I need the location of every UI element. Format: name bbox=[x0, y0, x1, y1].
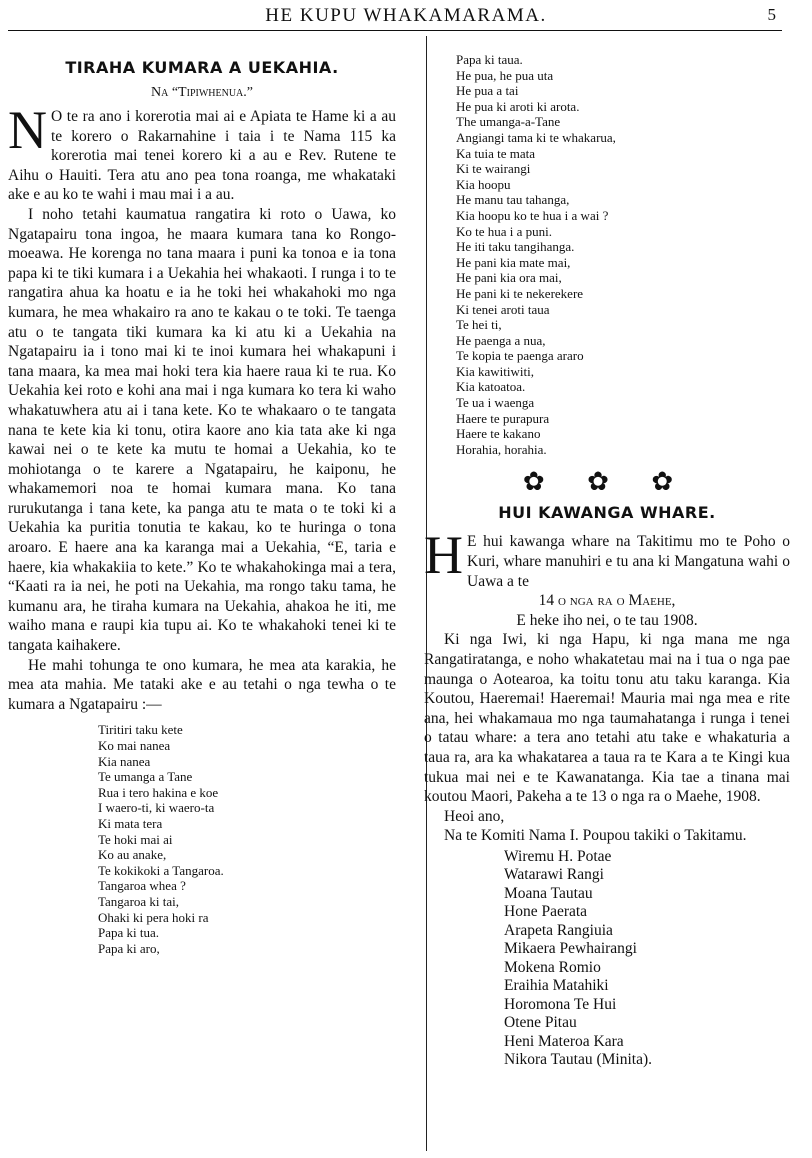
signer: Otene Pitau bbox=[504, 1014, 577, 1032]
article-title-tiraha: TIRAHA KUMARA A UEKAHIA. bbox=[65, 58, 339, 77]
chant-line: Ko au anake, bbox=[98, 847, 167, 863]
chant-line: Angiangi tama ki te whakarua, bbox=[456, 129, 616, 145]
chant-left bbox=[98, 722, 396, 956]
signers-list bbox=[504, 848, 790, 1070]
chant-line: He pua a tai bbox=[456, 83, 519, 99]
chant-line: Horahia, horahia. bbox=[456, 441, 547, 457]
hui-committee: Na te Komiti Nama I. Poupou takiki o Takitamu. bbox=[444, 827, 747, 845]
chant-line: Haere te purapura bbox=[456, 410, 550, 426]
hui-intro bbox=[424, 525, 790, 591]
paragraph-1-text: O te ra ano i korerotia mai ai e Apiata te Hame ki a au te korero o Rakarnahine i taia i te Nama 115 ka korerotia mai tenei korero ki a au e Rev. Rutene te Aihu o Hauiti. Tera atu ano pea tona roanga, me whakataki ake e au ko te wahi i mau mai i a au. bbox=[8, 108, 396, 204]
chant-line: Te umanga a Tane bbox=[98, 769, 193, 785]
chant-line: Te hoki mai ai bbox=[98, 831, 173, 847]
chant-line: Rua i tero hakina e koe bbox=[98, 784, 219, 800]
signer: Watarawi Rangi bbox=[504, 866, 604, 884]
chant-line: Kia katoatoa. bbox=[456, 379, 526, 395]
article-title-hui: HUI KAWANGA WHARE. bbox=[498, 503, 716, 523]
chant-line: Tangaroa whea ? bbox=[98, 878, 186, 894]
chant-line: He pani ki te nekerekere bbox=[456, 285, 584, 301]
signer: Wiremu H. Potae bbox=[504, 847, 612, 865]
right-column bbox=[424, 36, 790, 1070]
drop-cap-h: H bbox=[424, 525, 463, 586]
chant-line: Ki tenei aroti taua bbox=[456, 301, 550, 317]
chant-line: Tangaroa ki tai, bbox=[98, 893, 180, 909]
chant-line: Ko te hua i a puni. bbox=[456, 223, 553, 239]
chant-line: Ki mata tera bbox=[98, 815, 163, 831]
article-paragraph-2: I noho tetahi kaumatua rangatira ki roto o Uawa, ko Ngatapairu tona ingoa, he maara kumara tana ko Rongo-moeawa. He korenga no tana maara i puni ka tonoa e ia tona papa ki te tiki kumara i a Uekahia hei whakaoti. I runga i to te rangatira ahua ka hoatu e ia he toki hei whakahoki mo nga kumara, he mea whakairo ra ano te kakau o te toki. Te taenga atu o te tangata tiki kumara ka ki atu ki a Uekahia na Ngatapairu ia i tono mai ki te inoi kumara hei whakapuni i tana maara, ka mea mai hoki tera kia haere raua ki te rua. Ko Uekahia kei roto e kohi ana mai i nga kumara ko tera ki waho whakatuwhera atu ai i tana kete. Ko te whakaaro o te tangata nana te kete kia ki tonu, otira kaore ano kia tata ake ki nga kawai nei o te kete ka mutu te homai a Uekahia, ko te mohiotanga o te karere a Ngatapairu, he kaiponu, he whakamemori noa te homai kumara mana. Ko tana rurukutanga i tana kete, ka panga atu te mata o te toki ki a Uekahia ka puritia tonutia te kakau, ko te huringa o tona aroaro. E haere ana ka karanga mai a Uekahia, “E, taria e haere, kia whakakiia to kete.” Ko te whakahokinga mai a tera, “Kaati ra ia nei, he poti na Uekahia, ma rongo taku tama, he kumanu ara, he tiraha kumara na Uekahia, ahakoa he iti, me waiho mana e raupi kia tupu ai. Ko te whakahoki tenei ki te tangata kaihakere. bbox=[8, 205, 396, 655]
chant-line: Ka tuia te mata bbox=[456, 145, 536, 161]
chant-line: Haere te kakano bbox=[456, 426, 541, 442]
chant-line: Ki te wairangi bbox=[456, 161, 531, 177]
article-paragraph-1 bbox=[8, 100, 396, 205]
signer: Nikora Tautau (Minita). bbox=[504, 1051, 652, 1069]
chant-line: Kia hoopu bbox=[456, 176, 511, 192]
signer: Heni Materoa Kara bbox=[504, 1032, 624, 1050]
article-byline: Na “Tipiwhenua.” bbox=[151, 85, 253, 100]
running-head bbox=[0, 0, 812, 30]
chant-line: Tiritiri taku kete bbox=[98, 722, 183, 738]
chant-right bbox=[456, 52, 790, 457]
running-title: HE KUPU WHAKAMARAMA. bbox=[265, 5, 547, 26]
chant-line: Te kopia te paenga araro bbox=[456, 348, 584, 364]
chant-line: Papa ki aro, bbox=[98, 940, 160, 956]
signer: Mokena Romio bbox=[504, 958, 601, 976]
signer: Horomona Te Hui bbox=[504, 995, 617, 1013]
chant-line: Papa ki taua. bbox=[456, 52, 523, 67]
chant-line: He pua, he pua uta bbox=[456, 67, 554, 83]
drop-cap-n: N bbox=[8, 100, 47, 160]
chant-line: Te hei ti, bbox=[456, 317, 502, 333]
chant-line: He pua ki aroti ki arota. bbox=[456, 98, 580, 114]
hui-intro-text: E hui kawanga whare na Takitimu mo te Poho o Kuri, whare manuhiri e tu ana ki Mangatuna wahi o Uawa a te bbox=[467, 533, 790, 590]
signer: Eraihia Matahiki bbox=[504, 977, 609, 995]
hui-closing: Heoi ano, bbox=[444, 807, 505, 825]
hui-body: Ki nga Iwi, ki nga Hapu, ki nga mana me nga Rangatiratanga, e noho whakatetau mai na i tua o nga pae maunga o Aotearoa, ka toitu tonu atu taku karanga. Kia Koutou, Haeremai! Haeremai! Mauria mai nga mea e rite ana, hei whakamaua mo nga taumahatanga i runga i tenei o tatau whare: a tera ano tetahi atu take e whakaturia a taua ra, ara ka whakatarea a taua ra te Kara a te Kingi kua tukua mai nei e te Kawanatanga. Kia tae a tinana mai koutou Maori, Pakeha a te 13 o nga ra o Maehe, 1908. bbox=[424, 631, 790, 806]
chant-line: I waero-ti, ki waero-ta bbox=[98, 800, 215, 816]
chant-line: Papa ki tua. bbox=[98, 925, 160, 941]
chant-line: Kia nanea bbox=[98, 753, 151, 769]
signer: Moana Tautau bbox=[504, 884, 593, 902]
chant-line: Te kokikoki a Tangaroa. bbox=[98, 862, 224, 878]
chant-line: He iti taku tangihanga. bbox=[456, 239, 575, 255]
chant-line: Ohaki ki pera hoki ra bbox=[98, 909, 209, 925]
chant-line: He paenga a nua, bbox=[456, 332, 546, 348]
ornament-divider: ✿ ✿ ✿ bbox=[522, 467, 692, 497]
chant-line: The umanga-a-Tane bbox=[456, 114, 561, 130]
hui-year: E heke iho nei, o te tau 1908. bbox=[516, 611, 698, 629]
chant-line: He pani kia ora mai, bbox=[456, 270, 562, 286]
article-paragraph-3: He mahi tohunga te ono kumara, he mea ata karakia, he mea ata mahia. Me tataki ake e au tetahi o nga tewha o te kumara a Ngatapairu :— bbox=[8, 656, 396, 713]
left-column bbox=[8, 36, 396, 956]
header-rule bbox=[8, 30, 782, 31]
signer: Mikaera Pewhairangi bbox=[504, 940, 637, 958]
chant-line: Te ua i waenga bbox=[456, 395, 535, 411]
chant-line: He manu tau tahanga, bbox=[456, 192, 570, 208]
signer: Arapeta Rangiuia bbox=[504, 921, 613, 939]
chant-line: Kia kawitiwiti, bbox=[456, 363, 534, 379]
hui-date: 14 o nga ra o Maehe, bbox=[538, 592, 676, 610]
chant-line: Ko mai nanea bbox=[98, 738, 171, 753]
page-number: 5 bbox=[767, 5, 776, 24]
chant-line: Kia hoopu ko te hua i a wai ? bbox=[456, 207, 609, 223]
chant-line: He pani kia mate mai, bbox=[456, 254, 571, 270]
signer: Hone Paerata bbox=[504, 903, 588, 921]
